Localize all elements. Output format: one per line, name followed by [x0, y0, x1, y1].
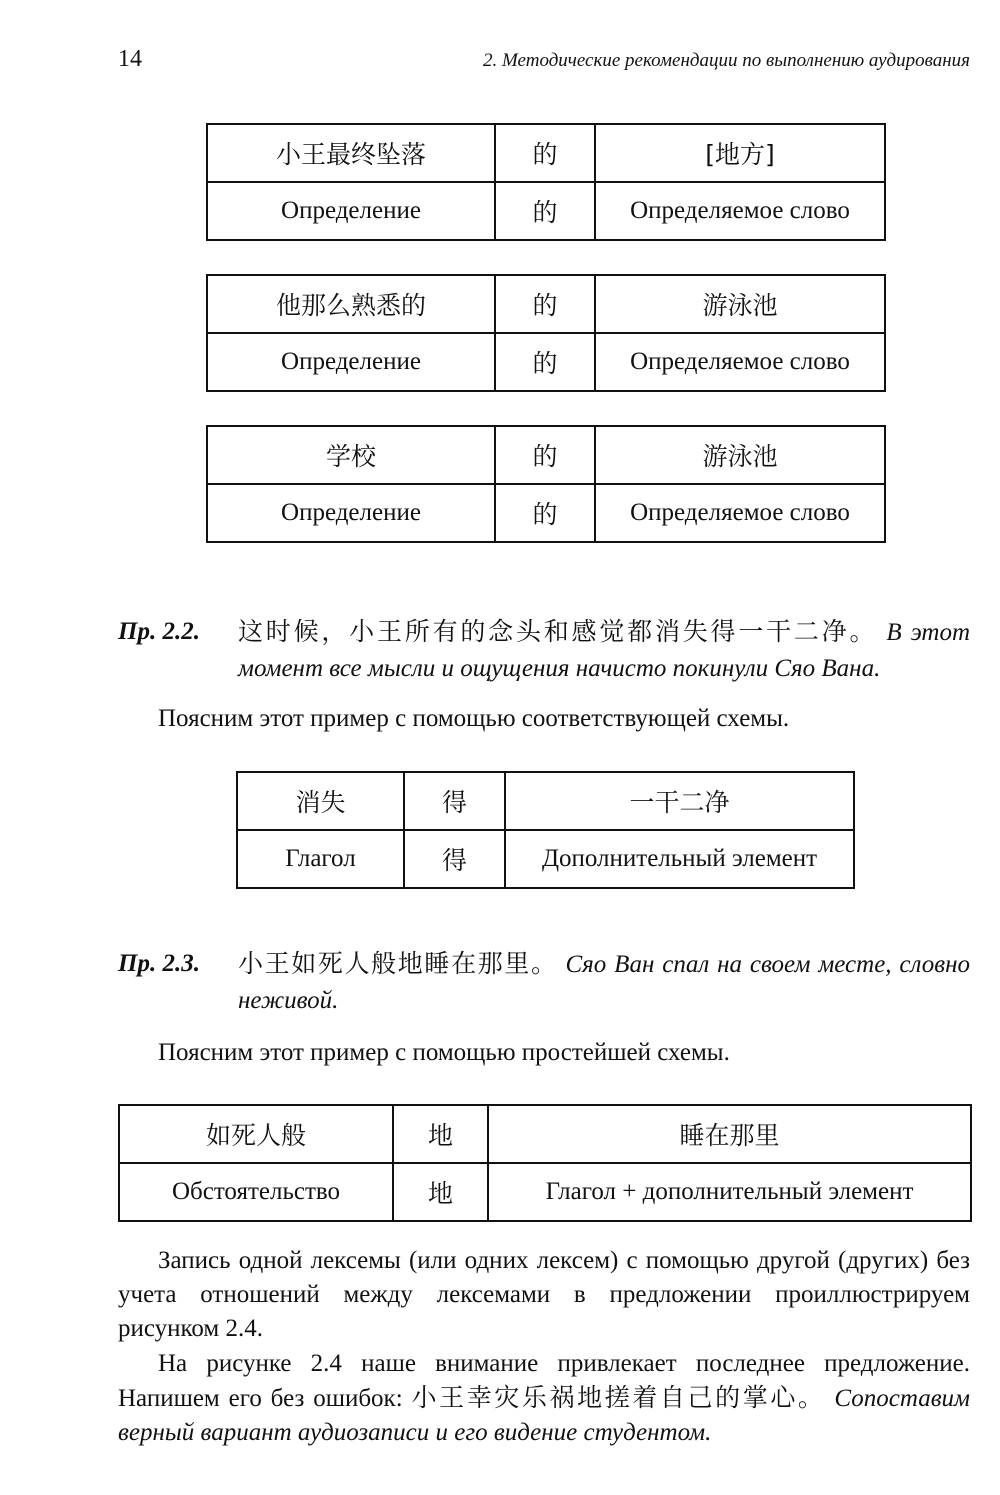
- paragraph-text: На рисунке 2.4 наше внимание привлекает последнее предложение. Напишем его без ошибок:: [118, 1350, 970, 1412]
- table-cell: Определение: [207, 484, 495, 542]
- table-row: [207, 275, 885, 333]
- example-2-2: [118, 614, 970, 687]
- running-title: 2. Методические рекомендации по выполнению аудирования: [482, 50, 970, 71]
- table-cell: 的: [495, 426, 595, 484]
- table-cell: Определение: [207, 333, 495, 391]
- table-cell: Определяемое слово: [595, 333, 885, 391]
- table-cell: 的: [495, 333, 595, 391]
- table-cell: 如死人般: [119, 1105, 393, 1163]
- table-row: [207, 484, 885, 542]
- paragraph-text: Поясним этот пример с помощью простейшей схемы.: [158, 1039, 730, 1066]
- paragraph-3: [118, 1244, 970, 1346]
- paragraph-1: [118, 702, 970, 736]
- scheme-table-3: [206, 425, 886, 543]
- table-cell: 的: [495, 275, 595, 333]
- table-cell: 的: [495, 124, 595, 182]
- table-cell: [地方]: [595, 124, 885, 182]
- table-row: [237, 772, 854, 830]
- example-translation: В этот момент все мысли и ощущения начисто покинули Сяо Вана.: [238, 619, 970, 682]
- page-header: [118, 42, 970, 78]
- table-row: [207, 182, 885, 240]
- table-cell: 游泳池: [595, 275, 885, 333]
- scheme-table-2: [206, 274, 886, 392]
- scheme-table-5: [118, 1104, 972, 1222]
- table-cell: 游泳池: [595, 426, 885, 484]
- table-cell: 的: [495, 484, 595, 542]
- table-cell: 消失: [237, 772, 404, 830]
- table-row: [237, 830, 854, 888]
- page-number: 14: [118, 46, 142, 72]
- table-row: [119, 1105, 971, 1163]
- table-row: [207, 333, 885, 391]
- example-translation: Сяо Ван спал на своем месте, словно неживой.: [238, 951, 970, 1014]
- example-2-3: [118, 946, 970, 1019]
- table-cell: 地: [393, 1105, 488, 1163]
- table-cell: Определяемое слово: [595, 484, 885, 542]
- example-label: Пр. 2.2.: [118, 618, 200, 645]
- table-cell: 学校: [207, 426, 495, 484]
- table-cell: 的: [495, 182, 595, 240]
- paragraph-text: Поясним этот пример с помощью соответствующей схемы.: [158, 705, 790, 732]
- table-cell: Глагол + дополнительный элемент: [488, 1163, 971, 1221]
- example-label: Пр. 2.3.: [118, 950, 200, 977]
- table-cell: Определение: [207, 182, 495, 240]
- table-cell: 小王最终坠落: [207, 124, 495, 182]
- example-body: [238, 946, 970, 1019]
- table-cell: 一干二净: [505, 772, 854, 830]
- example-body: [238, 614, 970, 687]
- paragraph-4: [118, 1347, 970, 1450]
- table-cell: 地: [393, 1163, 488, 1221]
- example-chinese: 小王如死人般地睡在那里。: [238, 949, 558, 978]
- table-cell: Дополнительный элемент: [505, 830, 854, 888]
- example-chinese: 这时候，小王所有的念头和感觉都消失得一干二净。: [238, 617, 878, 646]
- paragraph-text: Запись одной лексемы (или одних лексем) с помощью другой (других) без учета отношений между лексемами в предложении проиллюстрируем рисунком 2.4.: [118, 1247, 970, 1342]
- table-cell: Определяемое слово: [595, 182, 885, 240]
- scheme-table-1: [206, 123, 886, 241]
- table-row: [119, 1163, 971, 1221]
- table-cell: 他那么熟悉的: [207, 275, 495, 333]
- table-cell: 得: [404, 772, 505, 830]
- table-cell: 得: [404, 830, 505, 888]
- table-cell: 睡在那里: [488, 1105, 971, 1163]
- scheme-table-4: [236, 771, 855, 889]
- table-row: [207, 426, 885, 484]
- table-cell: Обстоятельство: [119, 1163, 393, 1221]
- paragraph-2: [118, 1036, 970, 1070]
- table-row: [207, 124, 885, 182]
- paragraph-italic: Сопоставим верный вариант аудиозаписи и его видение студентом.: [118, 1385, 970, 1446]
- table-cell: Глагол: [237, 830, 404, 888]
- paragraph-chinese: 小王幸灾乐祸地搓着自己的掌心。: [411, 1383, 826, 1412]
